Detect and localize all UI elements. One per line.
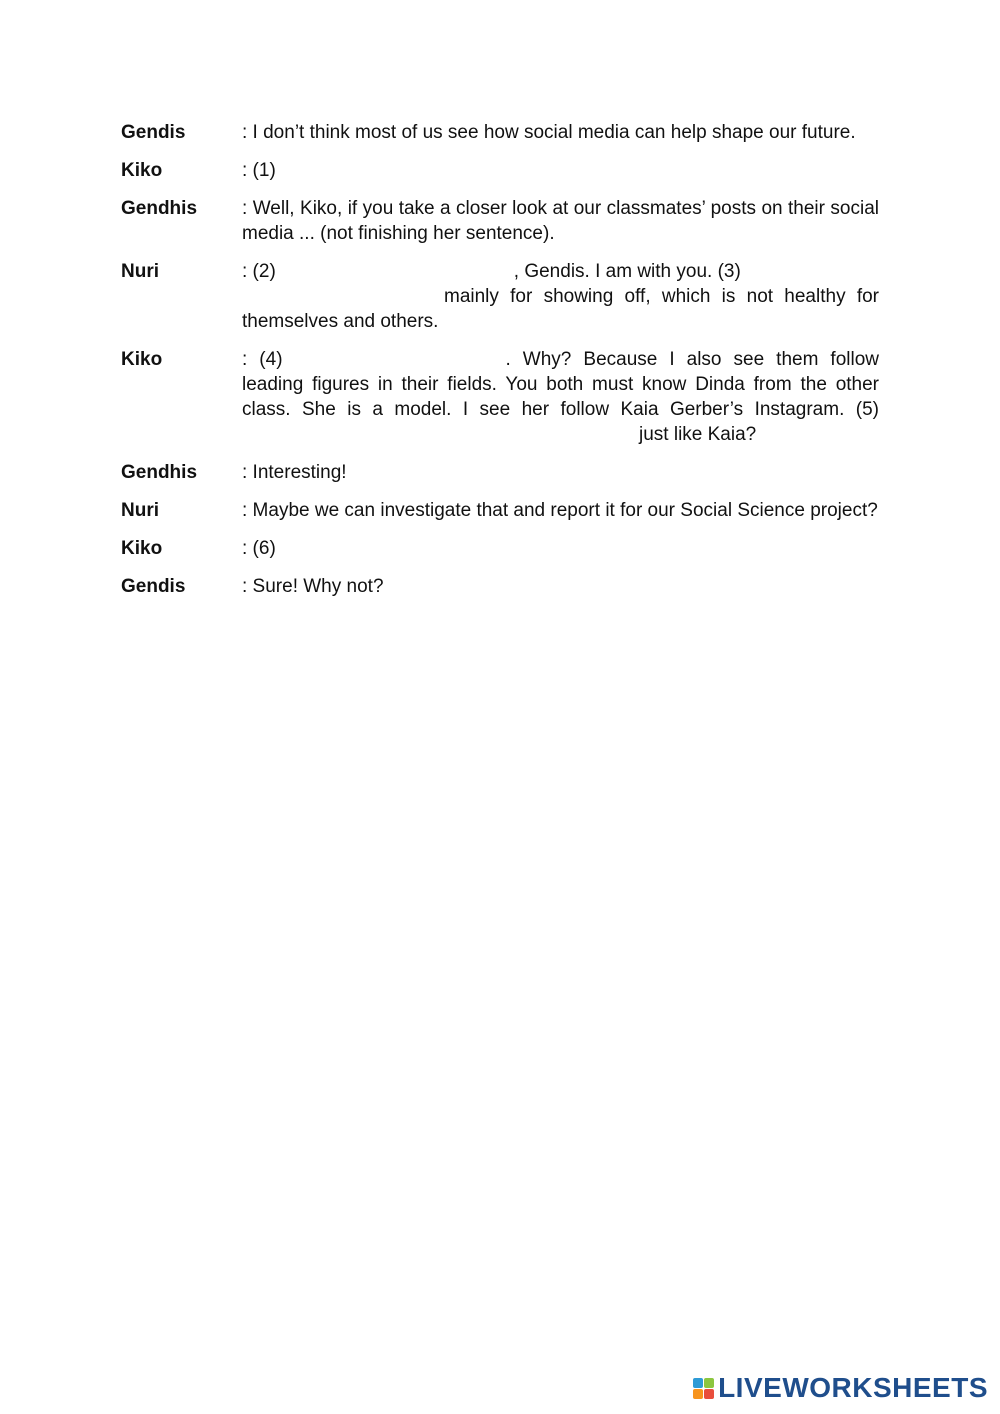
dialogue-line [121,196,879,246]
speaker-name: Kiko [121,538,163,559]
speaker-name: Gendhis [121,462,198,483]
speaker-name: Gendis [121,576,186,597]
speaker-name: Kiko [121,160,163,181]
logo-square [704,1389,714,1399]
dialogue-text: : (1) [242,160,276,181]
dialogue-line [121,259,879,334]
dialogue-text-part: : (2) [242,261,276,282]
logo-square [704,1378,714,1388]
dialogue-text [242,259,879,334]
dialogue-text [242,347,879,447]
dialogue-line [121,120,879,145]
dialogue-text-part: . Why? Because I also see them follow leading figures in their fields. You both must know Dinda from the other class. She is a model. I see her follow Kaia Gerber’s Instagram. (5) [242,349,879,420]
dialogue-text: : (6) [242,538,276,559]
dialogue-text: : Maybe we can investigate that and report it for our Social Science project? [242,500,878,521]
speaker-name: Gendhis [121,198,198,219]
dialogue-line [121,158,879,183]
speaker-name: Nuri [121,261,159,282]
logo-square [693,1378,703,1388]
dialogue-text-part: mainly for showing off, which is not healthy for themselves and others. [242,286,879,332]
dialogue-line [121,574,879,599]
dialogue-line [121,498,879,523]
logo-icon [693,1378,714,1399]
speaker-name: Kiko [121,349,163,370]
liveworksheets-logo [693,1372,988,1404]
logo-text: LIVEWORKSHEETS [718,1372,988,1403]
dialogue-text: : Sure! Why not? [242,576,384,597]
dialogue-text-part: just like Kaia? [639,424,757,445]
dialogue-line [121,536,879,561]
logo-square [693,1389,703,1399]
dialogue-text: : Well, Kiko, if you take a closer look at our classmates’ posts on their social media ... (not finishing her sentence). [242,198,879,244]
dialogue-text-part: : (4) [242,349,283,370]
dialogue [121,120,879,612]
dialogue-line [121,460,879,485]
speaker-name: Gendis [121,122,186,143]
dialogue-text: : Interesting! [242,462,347,483]
dialogue-text-part: , Gendis. I am with you. (3) [513,261,741,282]
dialogue-text: : I don’t think most of us see how social media can help shape our future. [242,122,856,143]
speaker-name: Nuri [121,500,159,521]
dialogue-line [121,347,879,447]
